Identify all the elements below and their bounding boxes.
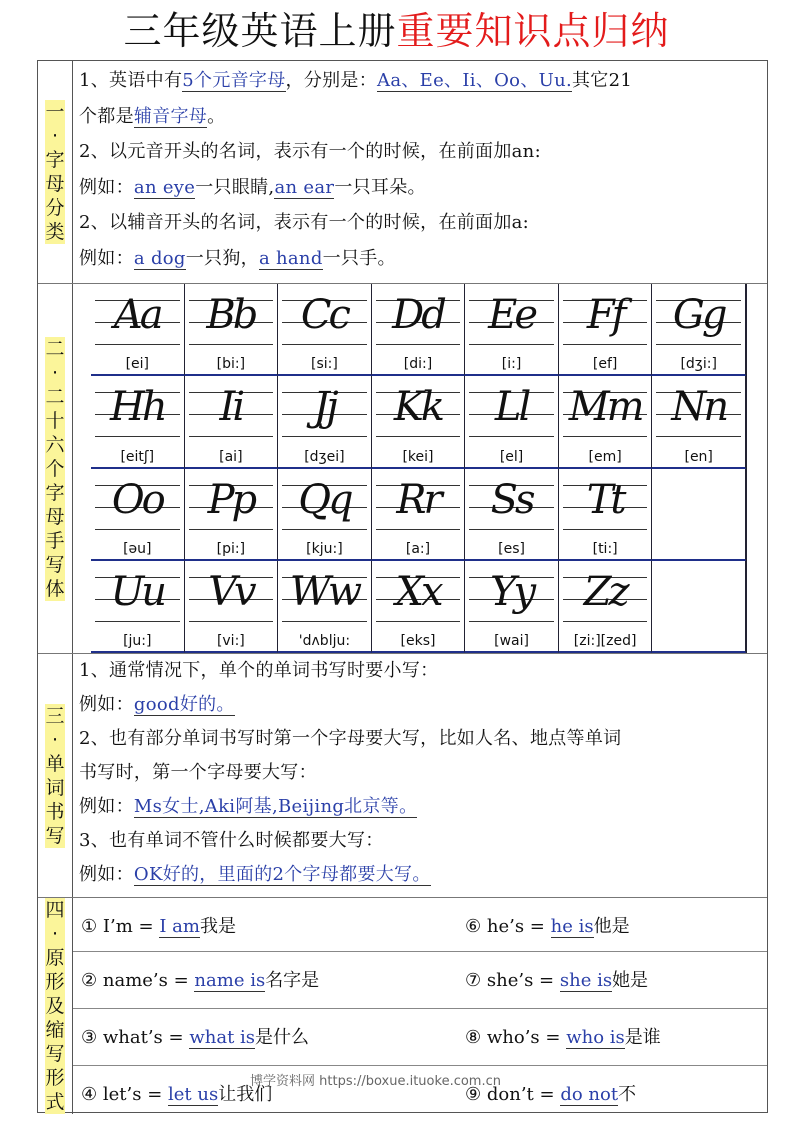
- label-char: 个: [45, 457, 65, 480]
- phonetic: 'dʌblju:: [298, 633, 351, 649]
- letter-pair: Ss: [490, 476, 533, 523]
- label-char: 原: [45, 947, 65, 969]
- letter-pair: Zz: [583, 568, 627, 615]
- letter-cell: [278, 284, 372, 376]
- section-label: [38, 284, 73, 653]
- phonetic: [dʒei]: [304, 448, 345, 465]
- handwriting-lines: [95, 288, 180, 354]
- letter-cell: [559, 376, 653, 468]
- letter-pair: Uu: [110, 568, 165, 615]
- label-char: 二: [45, 385, 65, 408]
- label-char: ·: [45, 922, 65, 946]
- phonetic: [əu]: [123, 540, 152, 557]
- letter-pair: Pp: [207, 476, 255, 523]
- knowledge-table: [37, 60, 768, 1113]
- letter-cell: [652, 561, 746, 653]
- letter-cell: [652, 376, 746, 468]
- handwriting-lines: [95, 565, 180, 631]
- handwriting-lines: [656, 288, 741, 354]
- contraction-row: [73, 898, 767, 952]
- phonetic: [wai]: [494, 633, 529, 649]
- handwriting-lines: [189, 565, 274, 631]
- title-red: 重要知识点归纳: [396, 9, 670, 53]
- label-char: 写: [45, 1043, 65, 1065]
- line: 例如：good好的。: [79, 694, 235, 715]
- label-char: 体: [45, 577, 65, 600]
- handwriting-lines: [656, 380, 741, 446]
- phonetic: [el]: [499, 448, 524, 465]
- label-char: 母: [45, 173, 65, 195]
- label-char: 母: [45, 505, 65, 528]
- letter-pair: Kk: [393, 384, 443, 431]
- label-char: 写: [45, 553, 65, 576]
- phonetic: [pi:]: [216, 540, 246, 557]
- label-char: 单: [45, 752, 65, 775]
- handwriting-lines: [282, 380, 367, 446]
- letter-cell: [652, 469, 746, 561]
- section-handwriting: [38, 284, 767, 654]
- phonetic: [zi:][zed]: [573, 633, 637, 649]
- phonetic: [ef]: [592, 356, 618, 373]
- phonetic: [a:]: [405, 540, 431, 557]
- handwriting-lines: [376, 380, 461, 446]
- contraction-row: [73, 952, 767, 1009]
- phonetic: [eks]: [400, 633, 436, 649]
- handwriting-lines: [563, 288, 648, 354]
- phonetic: [dʒi:]: [680, 356, 717, 373]
- label-char: 字: [45, 481, 65, 504]
- letter-cell: [559, 284, 653, 376]
- line: 例如：OK好的，里面的2个字母都要大写。: [79, 864, 431, 885]
- contraction-item: ② name’s = name is名字是: [81, 970, 320, 991]
- letter-pair: Aa: [113, 292, 161, 338]
- contraction-item: ⑦ she’s = she is她是: [465, 970, 649, 991]
- phonetic: [em]: [588, 448, 622, 465]
- phonetic: [si:]: [311, 356, 338, 373]
- letter-pair: Qq: [298, 476, 351, 523]
- letter-cell: [185, 561, 279, 653]
- label-char: ·: [45, 124, 65, 148]
- handwriting-lines: [376, 565, 461, 631]
- label-char: 手: [45, 529, 65, 552]
- letter-grid: [91, 284, 747, 653]
- phonetic: [bi:]: [216, 356, 246, 373]
- letter-cell: [372, 469, 466, 561]
- handwriting-lines: [95, 380, 180, 446]
- letter-pair: Mm: [568, 384, 642, 431]
- letter-pair: Hh: [109, 384, 165, 431]
- contraction-item: ⑥ he’s = he is他是: [465, 916, 630, 937]
- line: 书写时，第一个字母要大写：: [79, 762, 317, 783]
- letter-pair: Ww: [289, 568, 360, 615]
- label-char: 缩: [45, 1019, 65, 1041]
- contraction-item: ⑨ don’t = do not不: [465, 1084, 637, 1105]
- label-char: 字: [45, 149, 65, 171]
- letter-cell: [465, 469, 559, 561]
- handwriting-lines: [282, 473, 367, 539]
- letter-cell: [91, 561, 185, 653]
- section-label: [38, 654, 73, 897]
- handwriting-lines: [469, 380, 554, 446]
- phonetic: [ti:]: [592, 540, 618, 557]
- section-label: [38, 898, 73, 1114]
- phonetic: [kju:]: [306, 540, 343, 557]
- contraction-item: ④ let’s = let us让我们: [81, 1084, 273, 1105]
- letter-pair: Ee: [488, 292, 535, 338]
- phonetic: [en]: [684, 448, 713, 465]
- line: 例如：a dog一只狗，a hand一只手。: [79, 247, 396, 269]
- letter-pair: Cc: [300, 292, 348, 338]
- line: 2、也有部分单词书写时第一个字母要大写，比如人名、地点等单词: [79, 728, 622, 749]
- phonetic: [ai]: [219, 448, 243, 465]
- handwriting-lines: [376, 473, 461, 539]
- handwriting-lines: [376, 288, 461, 354]
- section-word-writing: [38, 654, 767, 898]
- letter-pair: Bb: [206, 292, 256, 338]
- letter-cell: [185, 469, 279, 561]
- label-char: 书: [45, 800, 65, 823]
- letter-pair: Oo: [111, 476, 163, 523]
- label-char: 写: [45, 824, 65, 847]
- line: 2、以元音开头的名词，表示有一个的时候，在前面加an:: [79, 141, 541, 162]
- handwriting-lines: [189, 473, 274, 539]
- phonetic: [ju:]: [123, 633, 152, 649]
- label-char: 十: [45, 409, 65, 432]
- letter-cell: [278, 561, 372, 653]
- letter-cell: [372, 376, 466, 468]
- letter-pair: Vv: [208, 568, 254, 615]
- letter-cell: [91, 284, 185, 376]
- label-char: 三: [45, 704, 65, 727]
- letter-cell: [465, 284, 559, 376]
- contraction-row: [73, 1009, 767, 1066]
- phonetic: [kei]: [402, 448, 434, 465]
- letter-cell: [91, 376, 185, 468]
- letter-cell: [559, 469, 653, 561]
- phonetic: [es]: [498, 540, 525, 557]
- label-char: 一: [45, 101, 65, 123]
- letter-pair: Dd: [392, 292, 444, 338]
- letter-pair: Ll: [494, 384, 529, 431]
- line: 1、通常情况下，单个的单词书写时要小写：: [79, 660, 439, 681]
- label-char: 四: [45, 899, 65, 921]
- label-char: 式: [45, 1091, 65, 1113]
- title-black: 三年级英语上册: [123, 9, 397, 53]
- handwriting-lines: [469, 565, 554, 631]
- label-char: 类: [45, 221, 65, 243]
- section-label: [38, 61, 73, 283]
- letter-pair: Xx: [395, 568, 441, 615]
- label-char: ·: [45, 728, 65, 752]
- handwriting-lines: [563, 473, 648, 539]
- label-char: 词: [45, 776, 65, 799]
- letter-cell: [91, 469, 185, 561]
- letter-pair: Rr: [396, 476, 440, 523]
- letter-cell: [185, 376, 279, 468]
- label-char: 形: [45, 1067, 65, 1089]
- phonetic: [eitʃ]: [120, 448, 155, 465]
- letter-pair: Gg: [672, 292, 725, 338]
- letter-cell: [559, 561, 653, 653]
- letter-pair: Ii: [219, 384, 243, 431]
- label-char: 二: [45, 337, 65, 360]
- letter-cell: [372, 284, 466, 376]
- label-char: 及: [45, 995, 65, 1017]
- letter-cell: [652, 284, 746, 376]
- line: 例如：Ms女士,Aki阿基,Beijing北京等。: [79, 796, 418, 817]
- phonetic: [i:]: [501, 356, 522, 373]
- handwriting-lines: [469, 473, 554, 539]
- letter-cell: [278, 376, 372, 468]
- handwriting-lines: [95, 473, 180, 539]
- line: 1、英语中有5个元音字母，分别是：Aa、Ee、Ii、Oo、Uu.其它21: [79, 70, 633, 91]
- letter-pair: Tt: [586, 476, 624, 523]
- handwriting-lines: [282, 288, 367, 354]
- label-char: ·: [45, 361, 65, 385]
- section-letter-classification: [38, 61, 767, 284]
- label-char: 六: [45, 433, 65, 456]
- letter-pair: Yy: [490, 568, 534, 615]
- phonetic: [di:]: [403, 356, 433, 373]
- line: 例如：an eye一只眼睛,an ear一只耳朵。: [79, 176, 426, 198]
- letter-pair: Jj: [313, 384, 336, 431]
- phonetic: [vi:]: [216, 633, 245, 649]
- phonetic: [ei]: [125, 356, 149, 373]
- letter-pair: Ff: [586, 292, 624, 338]
- letter-pair: Nn: [671, 384, 727, 431]
- handwriting-lines: [189, 288, 274, 354]
- handwriting-lines: [282, 565, 367, 631]
- letter-cell: [465, 561, 559, 653]
- line: 2、以辅音开头的名词，表示有一个的时候，在前面加a:: [79, 212, 530, 233]
- handwriting-lines: [563, 565, 648, 631]
- handwriting-lines: [189, 380, 274, 446]
- contraction-item: ⑧ who’s = who is是谁: [465, 1027, 661, 1048]
- contraction-item: ③ what’s = what is是什么: [81, 1027, 310, 1048]
- letter-cell: [278, 469, 372, 561]
- watermark: 博学资料网 https://boxue.ituoke.com.cn: [250, 1074, 501, 1089]
- letter-cell: [465, 376, 559, 468]
- page-title: [0, 8, 793, 54]
- line: 个都是辅音字母。: [79, 105, 226, 127]
- handwriting-lines: [563, 380, 648, 446]
- handwriting-lines: [469, 288, 554, 354]
- letter-cell: [372, 561, 466, 653]
- letter-cell: [185, 284, 279, 376]
- label-char: 分: [45, 197, 65, 219]
- line: 3、也有单词不管什么时候都要大写：: [79, 830, 384, 851]
- label-char: 形: [45, 971, 65, 993]
- contraction-item: ① I’m = I am我是: [81, 916, 236, 937]
